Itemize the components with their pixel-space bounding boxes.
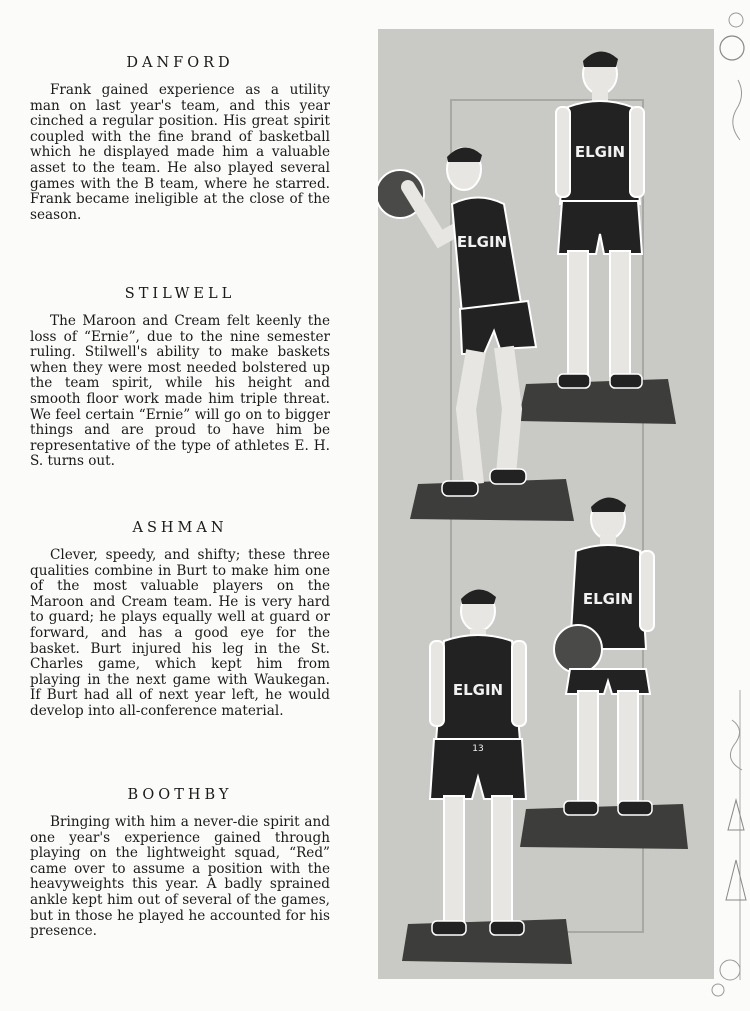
player-photo-4 xyxy=(430,589,526,935)
player-paragraph: Frank gained experience as a utility man on last year's team, and this year cinched a regular position. His great spirit coupled with the fine brand of basketball which he displayed made him a valuable asset to the team. He also played several games with the B team, where he starred. Frank became ineligible at the close of the season. xyxy=(30,82,330,223)
team-photo-panel xyxy=(378,29,714,979)
player-section-ashman xyxy=(30,520,330,720)
floor-shadow xyxy=(402,919,572,964)
player-paragraph: Bringing with him a never-die spirit and one year's experience gained through playing on the lightweight squad, “Red” came over to assume a position with the heavyweights this year. A badly sprained ankle kept him out of several of the games, but in those he played he accounted for his presence. xyxy=(30,814,330,940)
player-heading: ASHMAN xyxy=(132,520,228,536)
jersey-lettering: ELGIN xyxy=(452,681,504,699)
jersey-lettering: ELGIN xyxy=(582,590,634,608)
player-photo-2 xyxy=(556,51,644,388)
player-section-danford xyxy=(30,55,330,223)
player-section-stilwell xyxy=(30,286,330,470)
decorative-border xyxy=(710,0,750,1011)
player-photo-3 xyxy=(554,497,654,815)
player-paragraph: The Maroon and Cream felt keenly the loss of “Ernie”, due to the nine semester ruling. Stilwell's ability to make baskets when they were most needed bolstered up the team spirit, while his height and smooth floor work made him triple threat. We feel certain “Ernie” will go on to bigger things and are proud to have him be representative of the type of athletes E. H. S. turns out. xyxy=(30,313,330,470)
jersey-lettering: ELGIN xyxy=(574,143,626,161)
player-photos xyxy=(378,29,714,979)
player-paragraph: Clever, speedy, and shifty; these three qualities combine in Burt to make him one of the most valuable players on the Maroon and Cream team. He is very hard to guard; he plays equally well at guard or forward, and has a good eye for the basket. Burt injured his leg in the St. Charles game, which kept him from playing in the next game with Waukegan. If Burt had all of next year left, he would develop into all-conference material. xyxy=(30,547,330,719)
basketball-icon xyxy=(554,625,602,673)
player-photo-1 xyxy=(378,147,536,496)
player-heading: DANFORD xyxy=(126,55,234,71)
floor-shadow xyxy=(518,379,676,424)
player-section-boothby xyxy=(30,787,330,940)
floor-shadow xyxy=(410,479,574,521)
jersey-lettering: ELGIN xyxy=(456,233,508,251)
player-heading: STILWELL xyxy=(124,286,236,302)
player-heading: BOOTHBY xyxy=(127,787,233,803)
jersey-number: 13 xyxy=(472,744,484,754)
floor-shadow xyxy=(520,804,688,849)
